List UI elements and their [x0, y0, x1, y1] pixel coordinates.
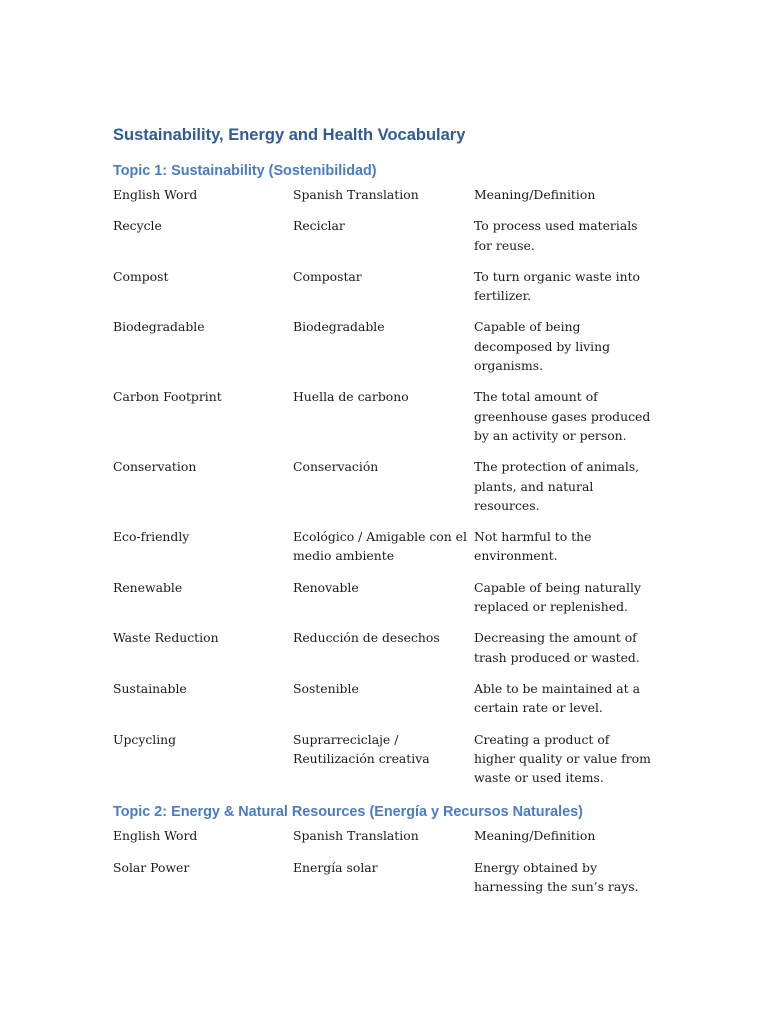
- definition: Capable of being decomposed by living organisms.: [474, 319, 611, 374]
- table-row: [113, 628, 653, 679]
- table-row: [113, 216, 653, 267]
- definition: The total amount of greenhouse gases produced by an activity or person.: [474, 389, 651, 443]
- definition: To process used materials for reuse.: [474, 218, 638, 253]
- spanish-translation: Huella de carbono: [293, 389, 409, 405]
- table-row: [113, 679, 653, 730]
- table-row: [113, 457, 653, 527]
- table-row: [113, 578, 653, 629]
- english-word: Renewable: [113, 579, 183, 595]
- spanish-translation: Reducción de desechos: [293, 630, 440, 646]
- table-row: [113, 317, 653, 387]
- spanish-translation: Conservación: [293, 459, 379, 475]
- table-row: [113, 527, 653, 578]
- definition: Energy obtained by harnessing the sun’s rays.: [474, 859, 639, 895]
- column-header-spanish: Spanish Translation: [293, 828, 419, 844]
- column-header-spanish: Spanish Translation: [293, 187, 419, 202]
- english-word: Solar Power: [113, 859, 190, 875]
- english-word: Carbon Footprint: [113, 389, 222, 405]
- english-word: Biodegradable: [113, 319, 205, 335]
- definition: Decreasing the amount of trash produced or wasted.: [474, 630, 640, 665]
- table-header-row: [113, 826, 653, 857]
- section-title-topic-1: Topic 1: Sustainability (Sostenibilidad): [113, 163, 377, 179]
- definition: To turn organic waste into fertilizer.: [474, 268, 641, 304]
- english-word: Waste Reduction: [113, 630, 219, 646]
- table-row: [113, 387, 653, 457]
- spanish-translation: Ecológico / Amigable con el medio ambiente: [293, 529, 467, 564]
- spanish-translation: Compostar: [293, 268, 362, 284]
- spanish-translation: Suprarreciclaje / Reutilización creativa: [293, 731, 430, 766]
- definition: Not harmful to the environment.: [474, 529, 592, 564]
- column-header-english: English Word: [113, 828, 198, 844]
- english-word: Compost: [113, 268, 169, 284]
- document-page: [113, 124, 653, 896]
- column-header-english: English Word: [113, 187, 198, 202]
- table-row: [113, 858, 653, 897]
- column-header-definition: Meaning/Definition: [474, 187, 596, 202]
- vocabulary-table-topic-2: [113, 826, 653, 896]
- table-header-row: [113, 185, 653, 216]
- definition: Able to be maintained at a certain rate or level.: [474, 680, 640, 716]
- column-header-definition: Meaning/Definition: [474, 828, 596, 844]
- english-word: Sustainable: [113, 680, 187, 696]
- definition: The protection of animals, plants, and natural resources.: [474, 459, 640, 513]
- spanish-translation: Energía solar: [293, 859, 378, 875]
- spanish-translation: Renovable: [293, 579, 359, 595]
- spanish-translation: Reciclar: [293, 218, 345, 234]
- definition: Capable of being naturally replaced or replenished.: [474, 579, 641, 615]
- section-title-topic-2: Topic 2: Energy & Natural Resources (Energía y Recursos Naturales): [113, 804, 583, 821]
- english-word: Conservation: [113, 459, 197, 475]
- table-row: [113, 730, 653, 788]
- english-word: Upcycling: [113, 731, 177, 747]
- definition: Creating a product of higher quality or value from waste or used items.: [474, 731, 651, 786]
- english-word: Eco-friendly: [113, 529, 190, 545]
- table-row: [113, 267, 653, 318]
- english-word: Recycle: [113, 218, 162, 234]
- spanish-translation: Biodegradable: [293, 319, 385, 335]
- vocabulary-table-topic-1: [113, 185, 653, 787]
- document-title: Sustainability, Energy and Health Vocabulary: [113, 126, 466, 144]
- spanish-translation: Sostenible: [293, 680, 359, 696]
